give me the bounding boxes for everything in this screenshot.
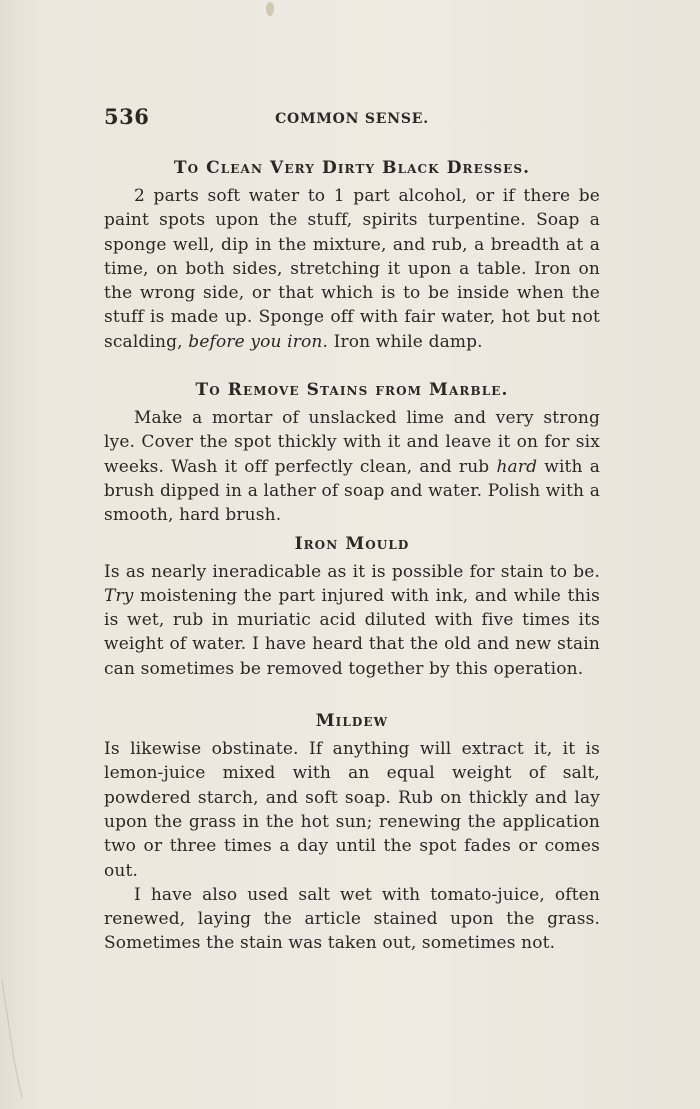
text-run: moistening the part injured with ink, and while this is wet, rub in muriatic acid diluted with five times its weight of water. I have heard that the old and new stain can sometimes be removed together by this operation. bbox=[104, 585, 600, 679]
paragraph-clean-dresses bbox=[104, 184, 600, 354]
page-body bbox=[104, 154, 600, 956]
running-title: COMMON SENSE. bbox=[275, 111, 429, 127]
page-number: 536 bbox=[104, 104, 150, 129]
page-edge-mark bbox=[0, 980, 40, 1100]
paragraph-mildew-2: I have also used salt wet with tomato-juice, often renewed, laying the article stained upon the grass. Sometimes the stain was taken out, sometimes not. bbox=[104, 884, 600, 954]
page-smudge bbox=[266, 2, 274, 16]
text-run: Iron while damp. bbox=[328, 331, 483, 352]
italic-text: before you iron. bbox=[188, 331, 329, 352]
italic-text: hard bbox=[496, 456, 538, 477]
page-header bbox=[104, 104, 600, 134]
section-heading-clean-dresses: To Clean Very Dirty Black Dresses. bbox=[173, 158, 531, 178]
paragraph-iron-mould bbox=[104, 560, 600, 681]
paragraph-mildew-1: Is likewise obstinate. If anything will extract it, it is lemon-juice mixed with an equal weight of salt, powdered starch, and soft soap. Rub on thickly and lay upon the grass in the hot sun; renewing the application two or three times a day until the spot fades or comes out. bbox=[104, 739, 600, 881]
text-run: Is as nearly ineradicable as it is possible for stain to be. bbox=[104, 561, 600, 582]
paragraph-marble bbox=[104, 406, 600, 527]
italic-text: Try bbox=[104, 585, 134, 606]
text-run: Make a mortar of unslacked lime and very strong lye. Cover the spot thickly with it and leave it on for six weeks. Wash it off perfectly clean, and rub bbox=[104, 408, 600, 477]
section-heading-iron-mould: Iron Mould bbox=[294, 533, 410, 554]
section-heading-mildew: Mildew bbox=[315, 711, 389, 732]
section-heading-marble: To Remove Stains from Marble. bbox=[195, 380, 509, 401]
text-run: 2 parts soft water to 1 part alcohol, or if there be paint spots upon the stuff, spirits turpentine. Soap a sponge well, dip in the mixture, and rub, a breadth at a time, on both sides, stretching it upon a table. Iron on the wrong side, or that which is to be inside when the stuff is made up. Sponge off with fair water, hot but not scalding, bbox=[104, 186, 600, 352]
text-run: with a brush dipped in a lather of soap and water. Polish with a smooth, hard brush. bbox=[104, 456, 600, 526]
